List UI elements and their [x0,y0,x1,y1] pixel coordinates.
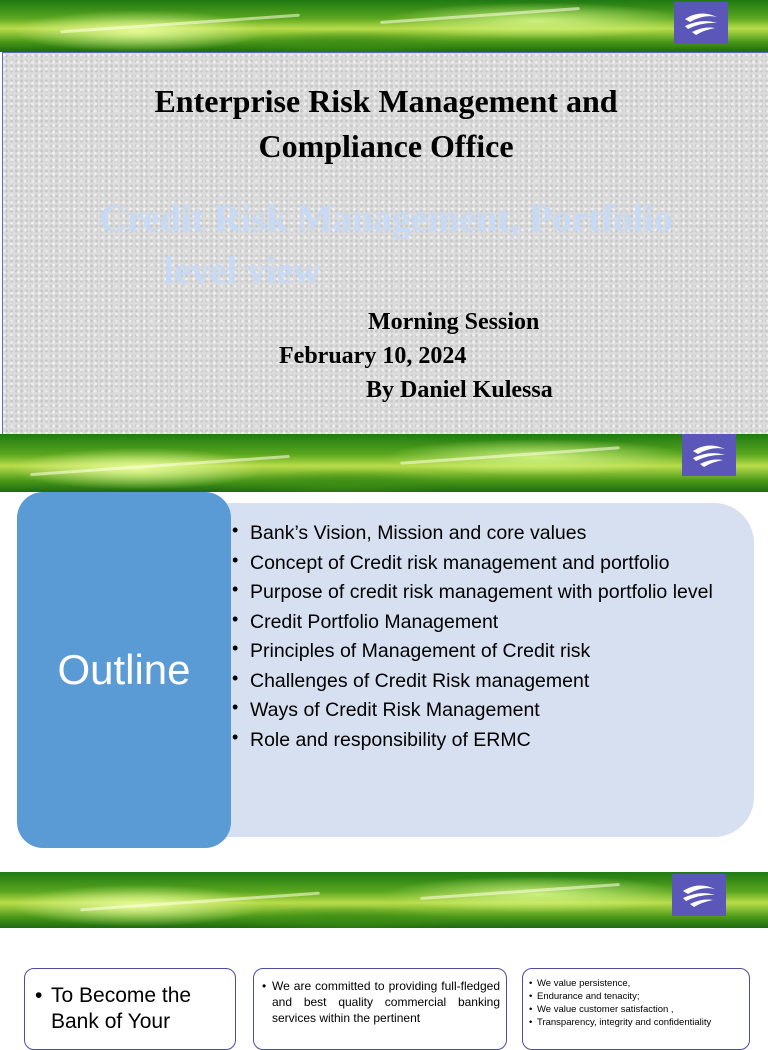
slide-subtitle-line1: Credit Risk Management, Portfolio [99,198,673,240]
outline-item: • Bank’s Vision, Mission and core values [232,520,742,546]
outline-item: • Role and responsibility of ERMC [232,727,742,753]
value-item: • Transparency, integrity and confidentiality [529,1016,745,1029]
bank-logo-icon [672,874,726,916]
outline-item: • Credit Portfolio Management [232,609,742,635]
slide-title-line2: Compliance Office [258,128,514,164]
outline-list [232,520,742,756]
outline-label: Outline [57,646,191,693]
value-item: • We value customer satisfaction , [529,1003,745,1016]
session-date: February 10, 2024 [279,343,467,369]
value-item: • Endurance and tenacity; [529,990,745,1003]
bank-logo-icon [674,2,728,44]
outline-item: • Principles of Management of Credit risk [232,638,742,664]
values-card [522,968,750,1050]
session-label: Morning Session [368,309,540,335]
slide-title-line1: Enterprise Risk Management and [154,83,618,119]
header-banner-top [0,0,768,52]
value-item: • We value persistence, [529,977,745,990]
mission-text: • We are committed to providing full-fledged and best quality commercial banking services within the pertinent [262,978,500,1026]
header-banner-bottom [0,872,768,928]
outline-item: • Ways of Credit Risk Management [232,697,742,723]
title-slide [2,52,768,435]
slide-subtitle-line2: level view [163,250,321,292]
presenter-name: By Daniel Kulessa [366,377,553,403]
outline-item: • Challenges of Credit Risk management [232,668,742,694]
vision-card [24,968,236,1050]
vision-text: • To Become the Bank of Your [35,983,235,1035]
header-banner-middle [0,434,768,492]
mission-card [253,968,507,1050]
outline-label-box [17,492,231,848]
bank-logo-icon [682,434,736,476]
outline-item: • Concept of Credit risk management and portfolio [232,550,742,576]
outline-item: • Purpose of credit risk management with portfolio level [232,579,742,605]
